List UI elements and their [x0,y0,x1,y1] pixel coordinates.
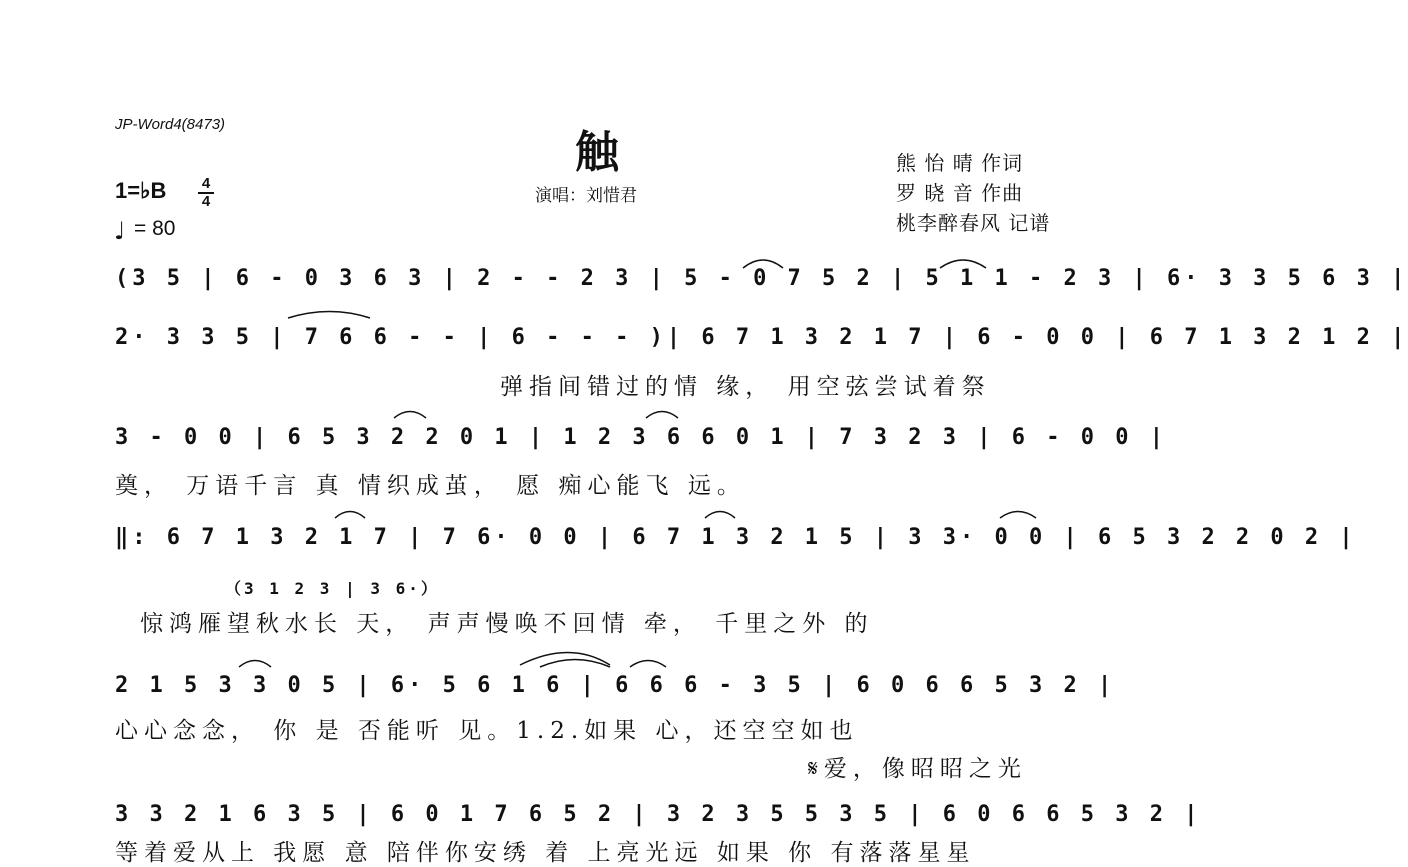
notation-line-1: (3 5 | 6 - 0 3 6 3 | 2 - - 2 3 | 5 - 0 7 5 2 | 5 1 1 - 2 3 | 6· 3 3 5 6 3 | [115,266,1408,291]
tempo-marking: = 80 [134,217,176,240]
time-signature-bottom: 4 [201,193,211,210]
lyrics-line-5-second-verse: 𝄋爱，像昭昭之光 [808,756,1027,782]
time-signature-top: 4 [201,175,211,192]
alternate-notation: （3 1 2 3 | 3 6·） [225,579,440,598]
lyricist-credit: 熊 怡 晴 作词 [896,151,1024,175]
quarter-note-icon: ♩ [114,217,126,245]
lyrics-line-5: 心心念念， 你 是 否能听 见。1.2.如果 心，还空空如也 [115,718,859,744]
lyrics-line-6: 等着爱从上 我愿 意 陪伴你安绣 着 上亮光远 如果 你 有落落星星 [115,840,976,866]
key-signature: 1=♭B [115,178,167,203]
lyrics-line-3: 奠， 万语千言 真 情织成茧， 愿 痴心能飞 远。 [115,473,746,499]
song-title: 触 [575,127,619,178]
notation-line-6: 3 3 2 1 6 3 5 | 6 0 1 7 6 5 2 | 3 2 3 5 5 3 5 | 6 0 6 6 5 3 2 | [115,802,1202,827]
lyrics-line-4: 惊鸿雁望秋水长 天， 声声慢唤不回情 牵， 千里之外 的 [140,611,874,637]
notation-line-2: 2· 3 3 5 | 7 6 6 - - | 6 - - - )| 6 7 1 3 2 1 7 | 6 - 0 0 | 6 7 1 3 2 1 2 | [115,325,1408,350]
lyrics-line-2: 弹指间错过的情 缘， 用空弦尝试着祭 [500,374,991,400]
notation-line-4: ‖: 6 7 1 3 2 1 7 | 7 6· 0 0 | 6 7 1 3 2 1 5 | 3 3· 0 0 | 6 5 3 2 2 0 2 | [115,525,1357,550]
notation-line-5: 2 1 5 3 3 0 5 | 6· 5 6 1 6 | 6 6 6 - 3 5 | 6 0 6 6 5 3 2 | [115,673,1116,698]
singer-credit: 演唱：刘惜君 [535,186,637,206]
notation-line-3: 3 - 0 0 | 6 5 3 2 2 0 1 | 1 2 3 6 6 0 1 | 7 3 2 3 | 6 - 0 0 | [115,425,1167,450]
composer-credit: 罗 晓 音 作曲 [896,181,1024,205]
transcriber-credit: 桃李醉春风 记谱 [896,211,1051,235]
software-version: JP-Word4(8473) [115,116,226,133]
